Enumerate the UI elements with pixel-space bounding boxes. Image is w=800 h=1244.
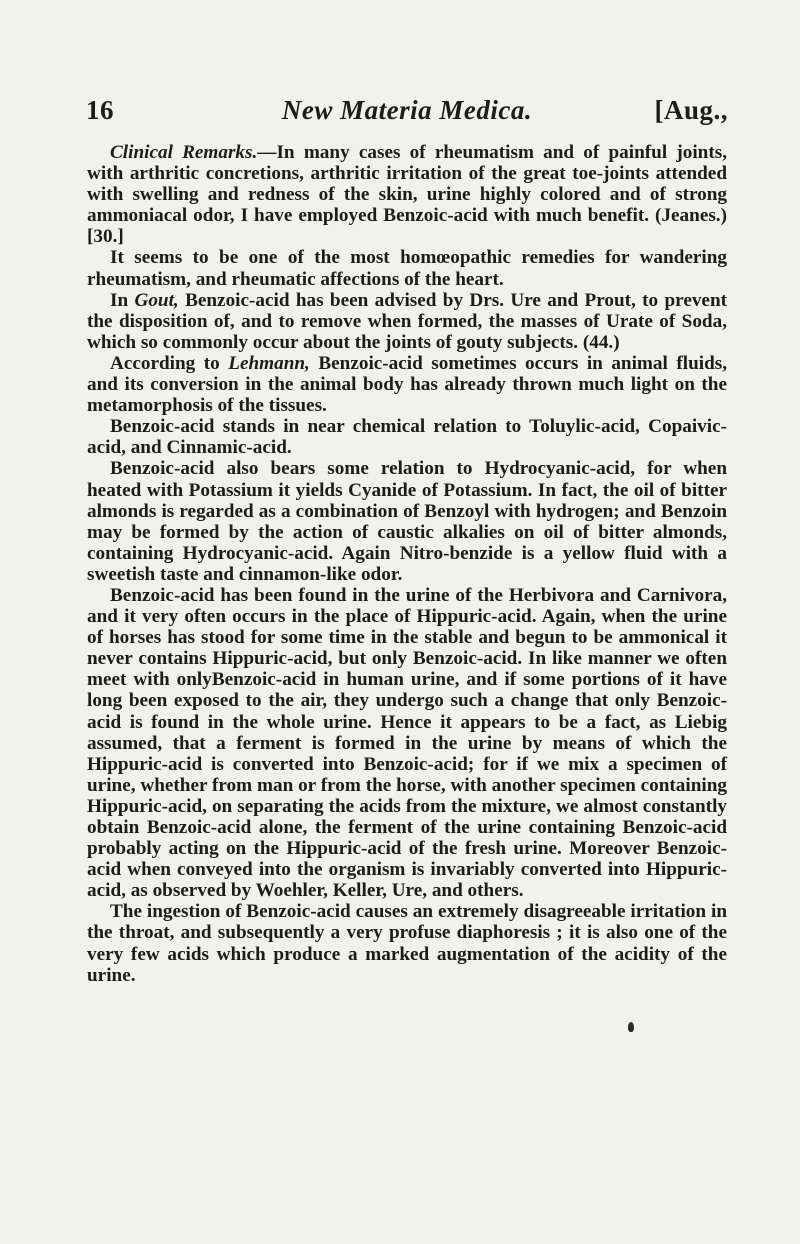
paragraph: [87, 416, 727, 458]
running-header: [86, 95, 728, 135]
paragraph-text: The ingestion of Benzoic-acid causes an extremely disagreeable irritation in the throat, and subsequently a very profuse diaphoresis ; it is also one of the very few acids which produce a marked augmentation of the acidity of the urine.: [87, 901, 727, 986]
paragraph-text: Benzoic-acid also bears some relation to Hydrocyanic-acid, for when heated with Potassium it yields Cyanide of Potassium. In fact, the oil of bitter almonds is regarded as a combination of Benzoyl with hydrogen; and Benzoin may be formed by the action of caustic alkalies on oil of bitter almonds, containing Hydrocyanic-acid. Again Nitro-benzide is a yellow fluid with a sweetish taste and cinnamon-like odor.: [87, 458, 727, 585]
paragraph: [87, 458, 727, 585]
paragraph-gout: [87, 290, 727, 353]
paragraph-text: Benzoic-acid sometimes occurs in animal fluids, and its conversion in the animal body has already thrown much light on the metamorphosis of the tissues.: [87, 352, 728, 417]
body-text: [87, 142, 727, 986]
paragraph-prefix: According to: [110, 352, 229, 374]
paragraph: [87, 901, 727, 985]
paragraph-text: —In many cases of rheumatism and of painful joints, with arthritic concretions, arthritic irritation of the great toe-joints attended with swelling and redness of the skin, urine highly colored and of strong ammoniacal odor, I have employed Benzoic-acid with much benefit. (Jeanes.) [30.]: [87, 142, 727, 248]
page-number: 16: [86, 95, 114, 125]
paragraph-text: It seems to be one of the most homœopathic remedies for wandering rheumatism, and rheumatic affections of the heart.: [87, 247, 727, 290]
running-title: New Materia Medica.: [281, 95, 533, 125]
section-lead: Lehmann,: [228, 352, 310, 374]
paragraph-lehmann: [87, 353, 727, 416]
section-lead: Gout,: [134, 289, 179, 311]
paragraph-prefix: In: [110, 289, 135, 311]
paragraph-text: Benzoic-acid has been advised by Drs. Ure and Prout, to prevent the disposition of, and to remove when formed, the masses of Urate of Soda, which so commonly occur about the joints of gouty subjects. (44.): [87, 289, 728, 353]
paragraph-text: Benzoic-acid has been found in the urine of the Herbivora and Carnivora, and it very often occurs in the place of Hippuric-acid. Again, when the urine of horses has stood for some time in the stable and begun to be ammonical it never contains Hippuric-acid, but only Benzoic-acid. In like manner we often meet with onlyBenzoic-acid in human urine, and if some portions of it have long been exposed to the air, they undergo such a change that only Benzoic-acid is found in the whole urine. Hence it appears to be a fact, as Liebig assumed, that a ferment is formed in the urine by means of which the Hippuric-acid is converted into Benzoic-acid; for if we mix a specimen of urine, whether from man or from the horse, with another specimen containing Hippuric-acid, on separating the acids from the mixture, we almost constantly obtain Benzoic-acid alone, the ferment of the urine containing Benzoic-acid probably acting on the Hippuric-acid of the fresh urine. Moreover Benzoic-acid when conveyed into the organism is invariably converted into Hippuric-acid, as observed by Woehler, Keller, Ure, and others.: [87, 584, 727, 902]
paragraph: [87, 247, 727, 289]
header-date: [Aug.,: [654, 95, 728, 125]
paragraph-text: Benzoic-acid stands in near chemical relation to Toluylic-acid, Copaivic-acid, and Cinnamic-acid.: [87, 416, 727, 459]
paragraph: [87, 585, 727, 901]
section-lead: Clinical Remarks.: [110, 142, 258, 163]
paragraph-clinical-remarks: [87, 142, 727, 247]
ink-speck: [628, 1022, 634, 1032]
